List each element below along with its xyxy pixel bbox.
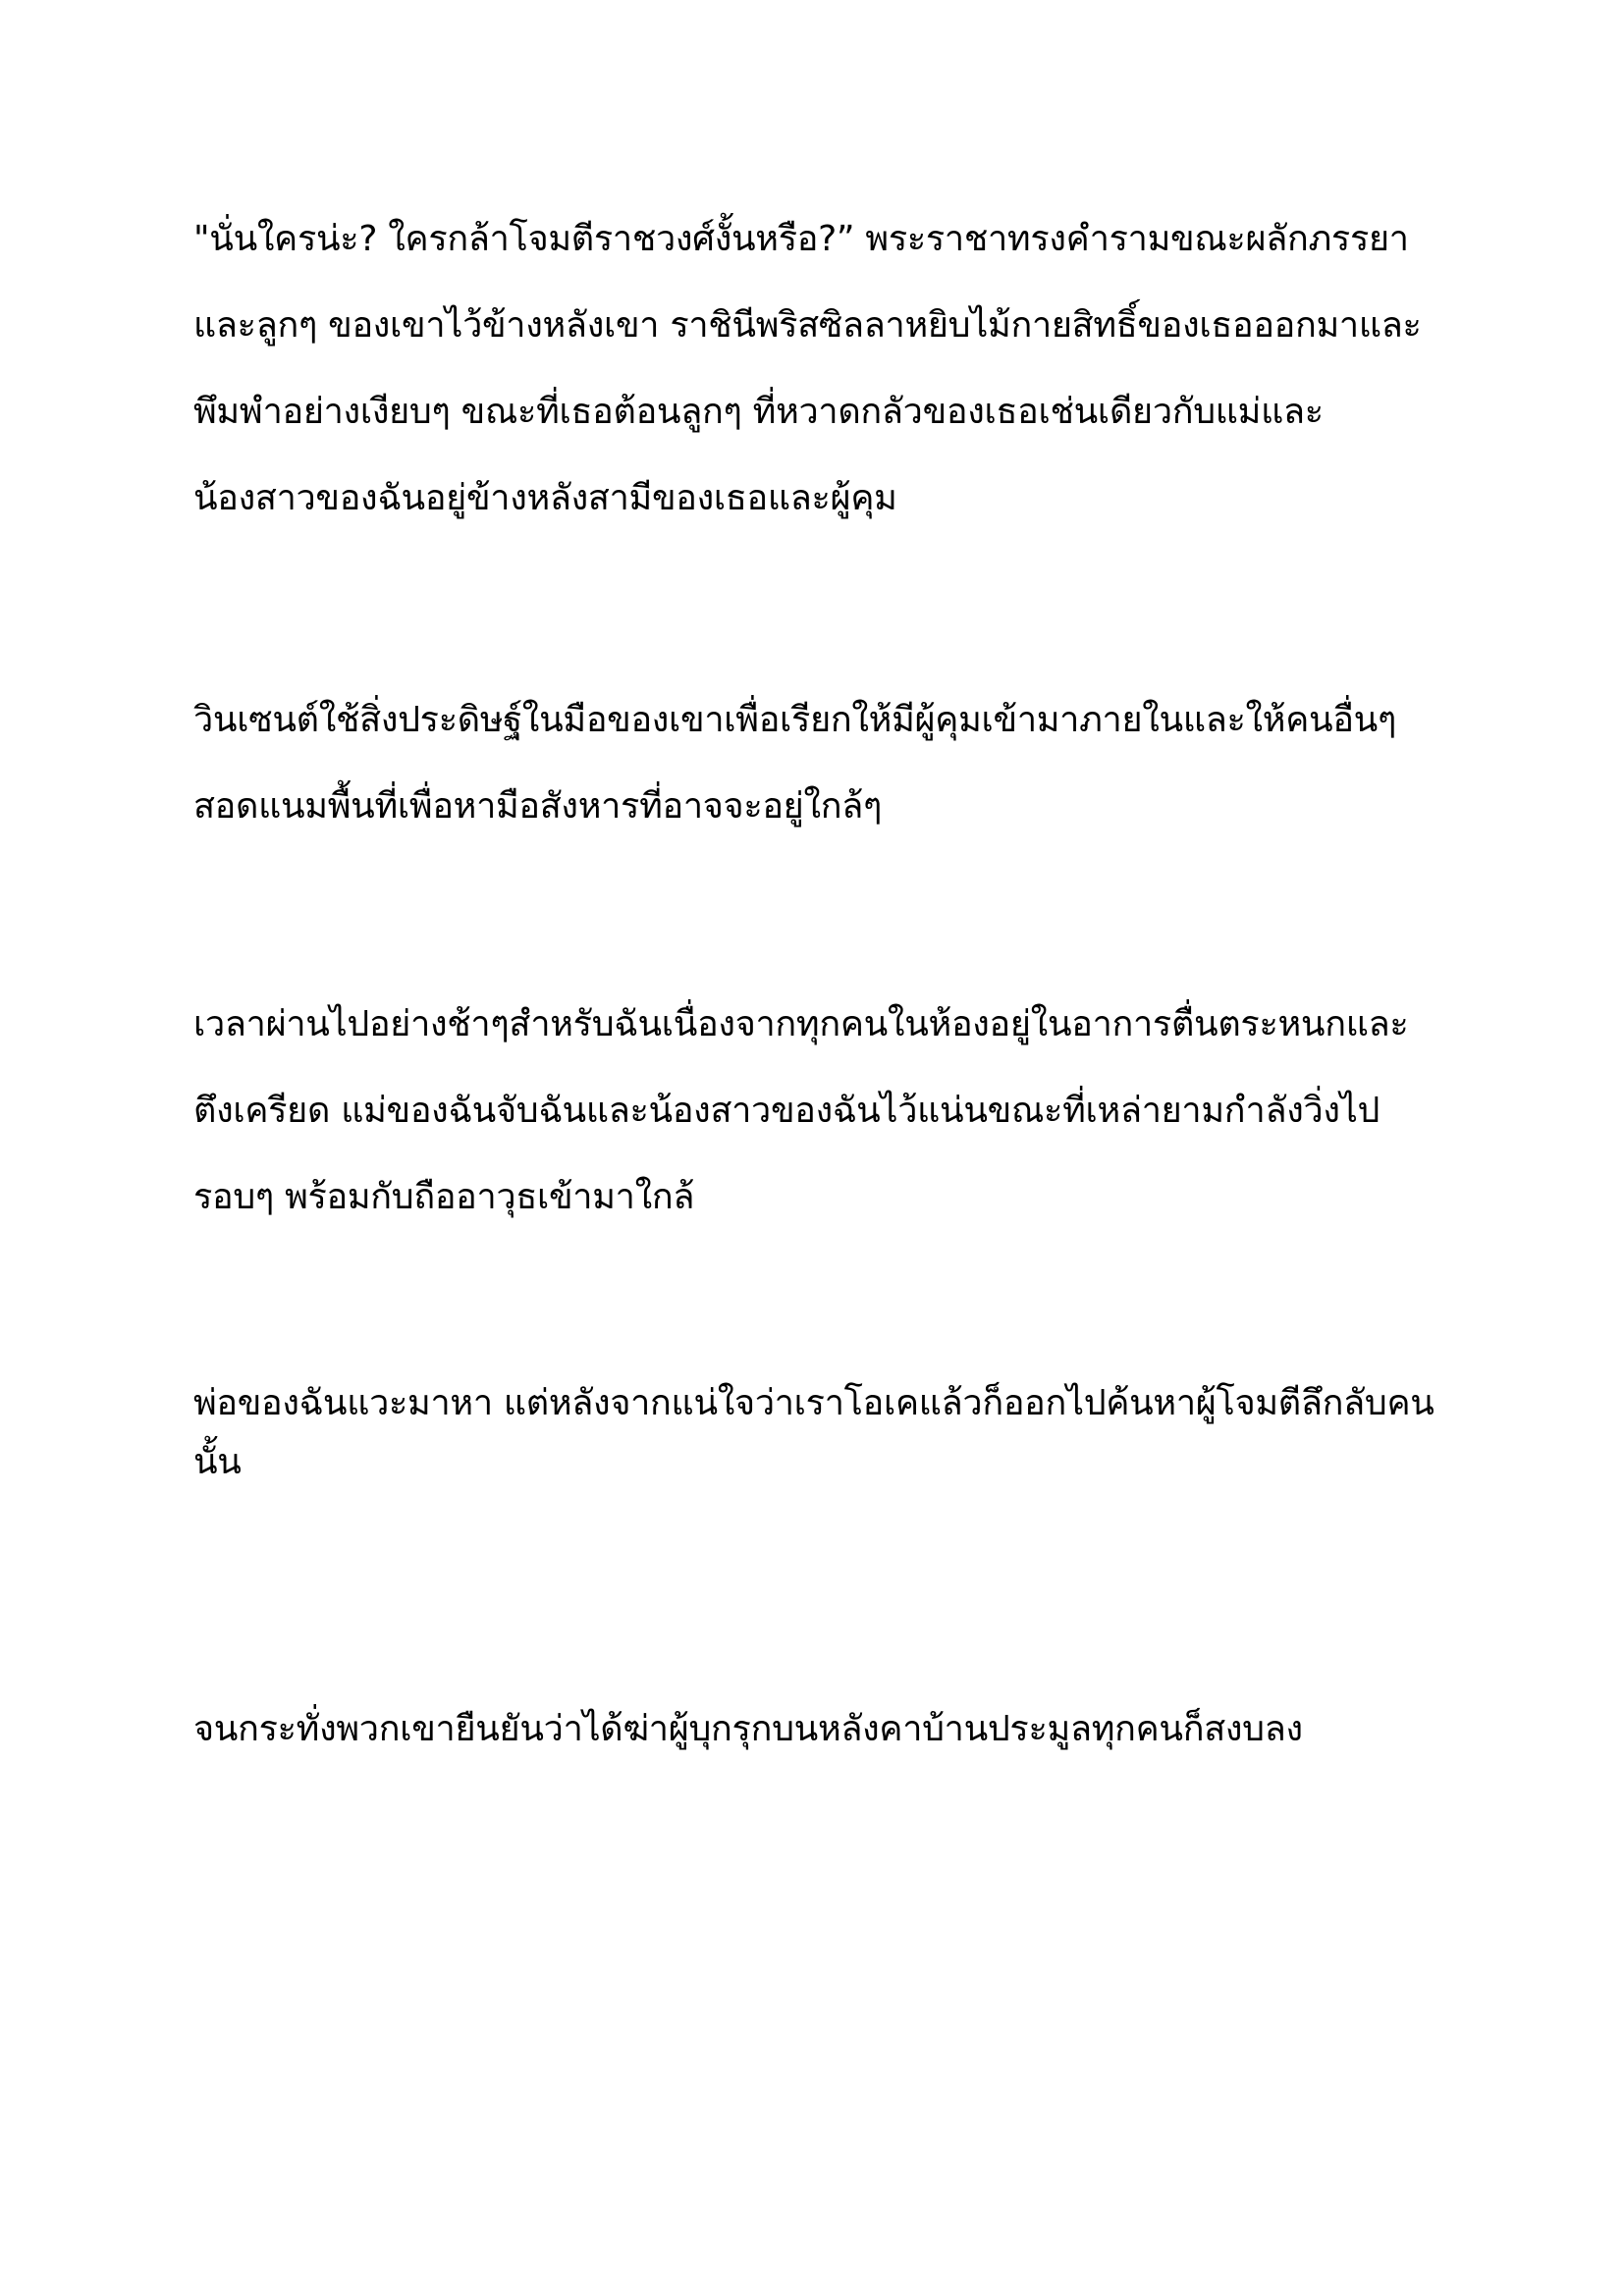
text-line: น้องสาวของฉันอยู่ข้างหลังสามีของเธอและผู้คุม xyxy=(193,478,897,518)
text-line: และลูกๆ ของเขาไว้ข้างหลังเขา ราชินีพริสซิลลาหยิบไม้กายสิทธิ์ของเธอออกมาและ xyxy=(193,305,1422,346)
text-line: ตึงเครียด แม่ของฉันจับฉันและน้องสาวของฉันไว้แน่นขณะที่เหล่ายามกำลังวิ่งไป xyxy=(193,1091,1380,1131)
text-line: พ่อของฉันแวะมาหา แต่หลังจากแน่ใจว่าเราโอเคแล้วก็ออกไปค้นหาผู้โจมตีลึกลับคน xyxy=(193,1383,1435,1423)
text-line: "นั่นใครน่ะ? ใครกล้าโจมตีราชวงศ์งั้นหรือ?” พระราชาทรงคำรามขณะผลักภรรยา xyxy=(193,219,1409,259)
paragraph-4 xyxy=(193,1374,1440,1492)
paragraph-3 xyxy=(193,982,1440,1241)
text-line: วินเซนต์ใช้สิ่งประดิษฐ์ในมือของเขาเพื่อเรียกให้มีผู้คุมเข้ามาภายในและให้คนอื่นๆ xyxy=(193,700,1396,740)
text-line: สอดแนมพื้นที่เพื่อหามือสังหารที่อาจจะอยู่ใกล้ๆ xyxy=(193,786,883,827)
text-line: นั้น xyxy=(193,1442,242,1482)
text-line: พึมพำอย่างเงียบๆ ขณะที่เธอต้อนลูกๆ ที่หวาดกลัวของเธอเช่นเดียวกับแม่และ xyxy=(193,392,1324,432)
text-line: เวลาผ่านไปอย่างช้าๆสำหรับฉันเนื่องจากทุกคนในห้องอยู่ในอาการตื่นตระหนกและ xyxy=(193,1004,1409,1044)
text-line: จนกระทั่งพวกเขายืนยันว่าได้ฆ่าผู้บุกรุกบนหลังคาบ้านประมูลทุกคนก็สงบลง xyxy=(193,1709,1303,1749)
paragraph-5 xyxy=(193,1686,1440,1773)
paragraph-1 xyxy=(193,196,1440,542)
paragraph-2 xyxy=(193,677,1440,850)
text-line: รอบๆ พร้อมกับถืออาวุธเข้ามาใกล้ xyxy=(193,1177,695,1217)
